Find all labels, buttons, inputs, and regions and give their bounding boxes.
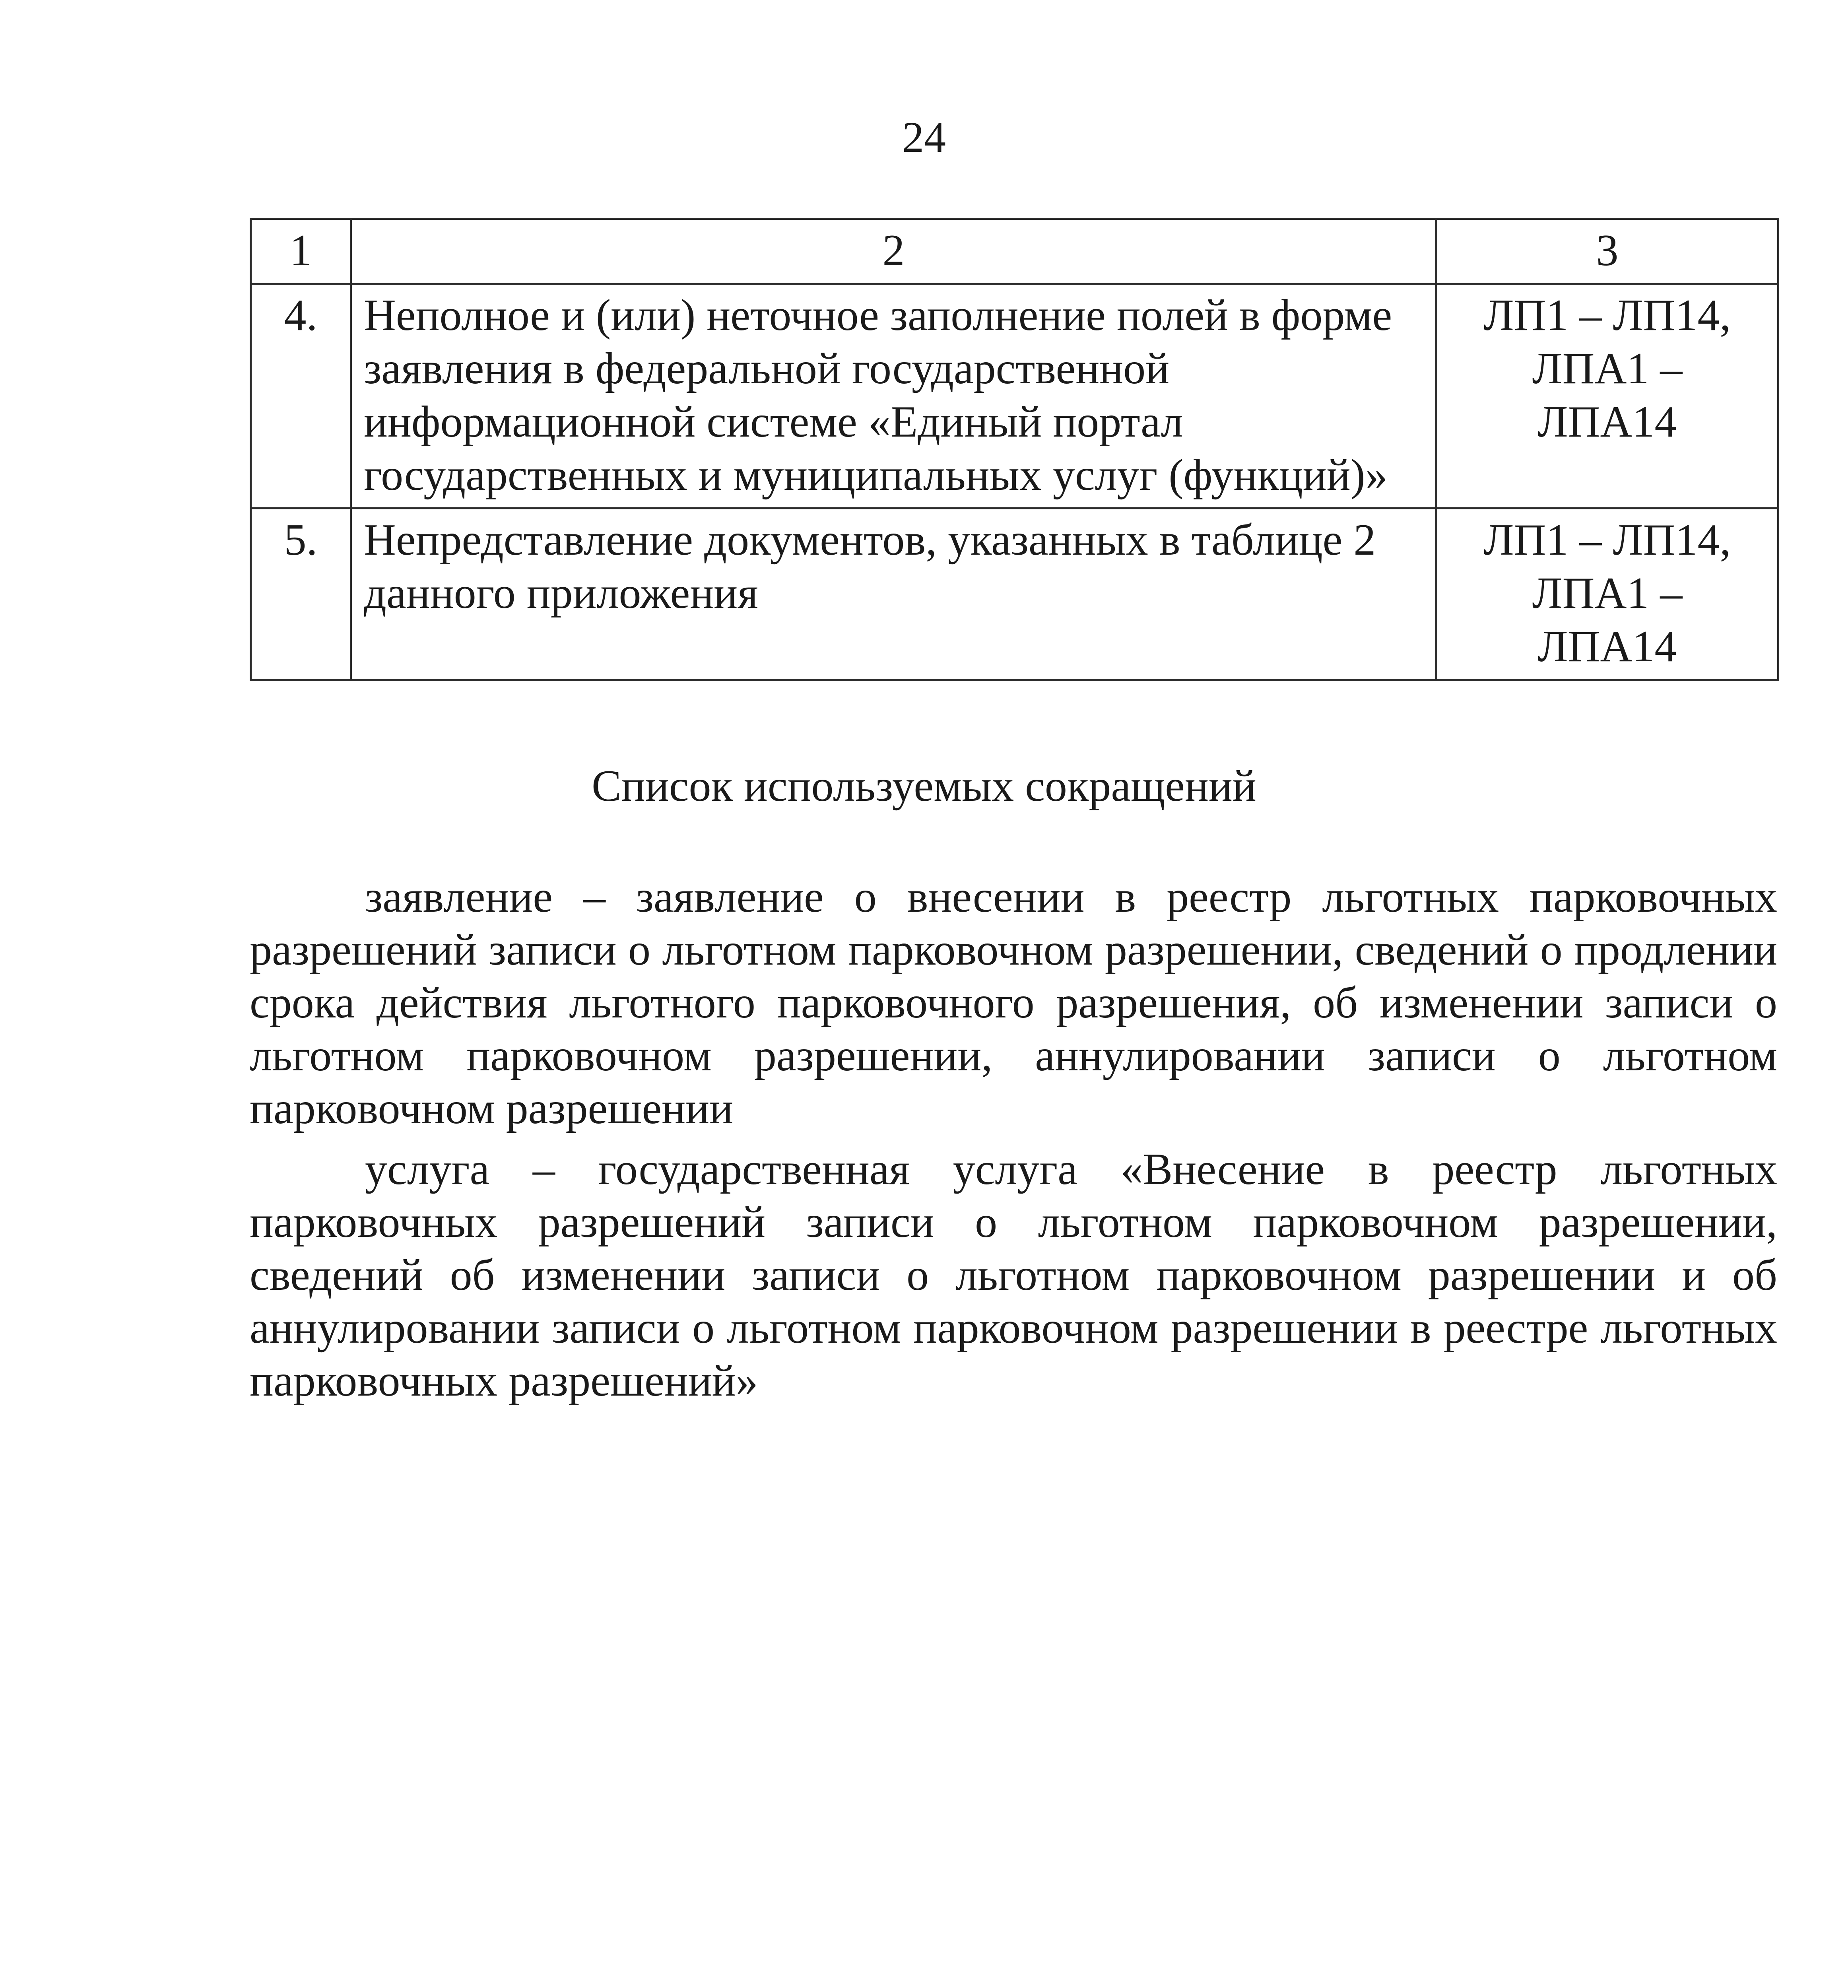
row-number: 5. bbox=[251, 509, 351, 680]
row-description: Непредставление документов, указанных в таблице 2 данного приложения bbox=[351, 509, 1436, 680]
table-row bbox=[251, 509, 1778, 680]
row-code-line: ЛПА1 – bbox=[1532, 344, 1683, 393]
abbreviations-list bbox=[250, 871, 1777, 1415]
row-codes bbox=[1436, 509, 1778, 680]
column-header-3: 3 bbox=[1436, 219, 1778, 284]
abbreviations-title: Список используемых сокращений bbox=[592, 761, 1256, 811]
abbreviation-item bbox=[250, 871, 1777, 1135]
column-header-1: 1 bbox=[251, 219, 351, 284]
table-header-row bbox=[251, 219, 1778, 284]
abbreviation-definition: – заявление о внесении в реестр льготных парковочных разрешений записи о льготном парковочном разрешении, сведений о продлении срока действия льготного парковочного разрешения, об изменении записи о льготном парковочном разрешении, аннулировании записи о льготном парковочном разрешении bbox=[250, 872, 1777, 1133]
abbreviation-term: услуга bbox=[365, 1145, 490, 1194]
row-code-line: ЛП1 – ЛП14, bbox=[1483, 291, 1731, 340]
abbreviation-term: заявление bbox=[365, 872, 553, 922]
row-code-line: ЛПА14 bbox=[1537, 397, 1677, 447]
row-description: Неполное и (или) неточное заполнение полей в форме заявления в федеральной государственной информационной системе «Единый портал государственных и муниципальных услуг (функций)» bbox=[351, 284, 1436, 509]
row-number: 4. bbox=[251, 284, 351, 509]
abbreviation-item bbox=[250, 1143, 1777, 1408]
table-row bbox=[251, 284, 1778, 509]
row-code-line: ЛПА1 – bbox=[1532, 569, 1683, 618]
row-codes bbox=[1436, 284, 1778, 509]
page-number: 24 bbox=[902, 113, 946, 161]
row-code-line: ЛП1 – ЛП14, bbox=[1483, 515, 1731, 565]
column-header-2: 2 bbox=[351, 219, 1436, 284]
abbreviation-definition: – государственная услуга «Внесение в реестр льготных парковочных разрешений записи о льготном парковочном разрешении, сведений об изменении записи о льготном парковочном разрешении и об аннулировании записи о льготном парковочном разрешении в реестре льготных парковочных разрешений» bbox=[250, 1145, 1777, 1406]
reasons-table bbox=[250, 218, 1779, 681]
row-code-line: ЛПА14 bbox=[1537, 622, 1677, 671]
